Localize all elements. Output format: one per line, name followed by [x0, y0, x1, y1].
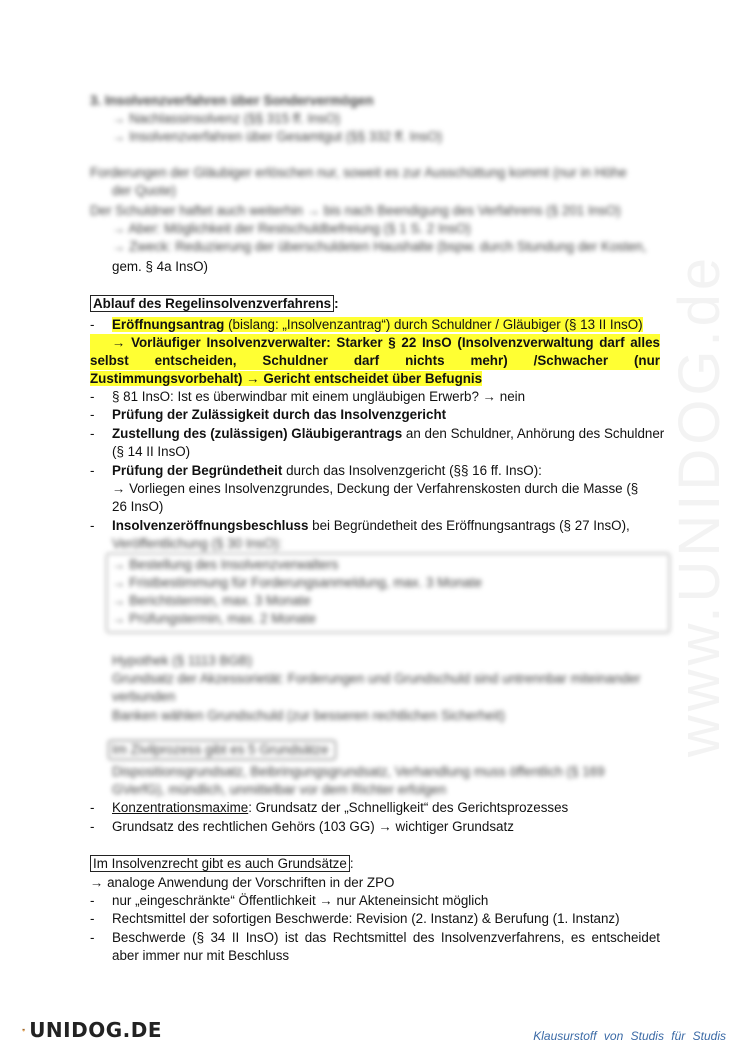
bullet-dash: - — [90, 518, 95, 533]
blurred-line: → Nachlassinsolvenz (§§ 315 ff. InsO) — [112, 111, 341, 126]
insolvenz-heading — [90, 855, 660, 873]
vorlaeufiger-verwalter-line: Zustimmungsvorbehalt) → Gericht entscheidet über Befugnis — [90, 371, 483, 386]
dog-icon — [22, 1013, 25, 1047]
vorlaeufiger-verwalter-line: selbst entscheiden, Schuldner darf nichts mehr) /Schwacher (nur — [90, 353, 660, 368]
ablauf-heading-text: Ablauf des Regelinsolvenzverfahrens — [90, 295, 334, 312]
list-item-beschwerde: Beschwerde (§ 34 II InsO) ist das Rechtsmittel des Insolvenzverfahrens, es entscheidet — [112, 930, 660, 945]
bullet-dash: - — [90, 800, 95, 815]
blurred-line: Banken wählen Grundschuld (zur besseren rechtlichen Sicherheit) — [112, 708, 506, 723]
bullet-dash: - — [90, 893, 95, 908]
blurred-line: → Insolvenzverfahren über Gesamtgut (§§ 332 ff. InsO) — [112, 129, 443, 144]
watermark: www.UNIDOG.de — [667, 253, 733, 757]
list-item-eroeffnungsantrag — [112, 316, 660, 334]
list-item-zustellung — [112, 425, 665, 443]
begruendetheit-line-3: 26 InsO) — [112, 499, 164, 514]
insolvenz-heading-text: Im Insolvenzrecht gibt es auch Grundsätze — [90, 855, 350, 872]
vorlaeufiger-verwalter-line: → Vorläufiger Insolvenzverwalter: Starker § 22 InsO (Insolvenzverwaltung darf alles — [90, 334, 660, 352]
bullet-dash: - — [90, 819, 95, 834]
bullet-dash: - — [90, 911, 95, 926]
bullet-dash: - — [90, 317, 95, 332]
begruendetheit-line-2: → Vorliegen eines Insolvenzgrundes, Deckung der Verfahrenskosten durch die Masse (§ — [112, 481, 639, 496]
top-tail-line: gem. § 4a InsO) — [112, 259, 209, 274]
ablauf-heading-colon: : — [334, 296, 339, 311]
blurred-line: Im Zivilprozess gibt es 5 Grundsätze — [112, 742, 329, 757]
logo-text: UNIDOG.DE — [29, 1018, 162, 1042]
list-item-rechtsmittel: Rechtsmittel der sofortigen Beschwerde: Revision (2. Instanz) & Berufung (1. Instanz) — [112, 911, 620, 926]
zustellung-label: Zustellung des (zulässigen) Gläubigerantrags — [112, 426, 403, 441]
begruendetheit-text: durch das Insolvenzgericht (§§ 16 ff. InsO): — [282, 463, 542, 478]
list-item-81-inso: § 81 InsO: Ist es überwindbar mit einem ungläubigen Erwerb? → nein — [112, 389, 526, 404]
bullet-dash: - — [90, 463, 95, 478]
unidog-logo — [22, 1010, 162, 1050]
zustellung-text: an den Schuldner, Anhörung des Schuldner — [402, 426, 665, 441]
blurred-line: der Quote) — [112, 183, 177, 198]
blurred-line: verbunden — [112, 689, 176, 704]
eroeffnungsantrag-text: (bislang: „Insolvenzantrag“) durch Schuldner / Gläubiger (§ 13 II InsO) — [224, 317, 643, 332]
konzentrationsmaxime-text: : Grundsatz der „Schnelligkeit“ des Gerichtsprozesses — [248, 800, 569, 815]
list-item-rechtliches-gehoer: Grundsatz des rechtlichen Gehörs (103 GG) → wichtiger Grundsatz — [112, 819, 514, 834]
footer-slogan: Klausurstoff von Studis für Studis — [533, 1029, 726, 1043]
list-item-begruendetheit — [112, 462, 660, 480]
ablauf-heading — [90, 295, 660, 313]
bullet-dash: - — [90, 389, 95, 404]
blurred-line: → Zweck: Reduzierung der überschuldeten Haushalte (bspw. durch Stundung der Kosten, — [112, 239, 647, 254]
blurred-line: → Prüfungstermin, max. 2 Monate — [112, 611, 316, 626]
blurred-line: → Fristbestimmung für Forderungsanmeldung, max. 3 Monate — [112, 575, 482, 590]
blurred-line: Der Schuldner haftet auch weiterhin → bis nach Beendigung des Verfahrens (§ 201 InsO) — [90, 203, 621, 218]
eroeffnungsbeschluss-label: Insolvenzeröffnungsbeschluss — [112, 518, 309, 533]
blurred-line: → Berichtstermin, max. 3 Monate — [112, 593, 311, 608]
bullet-dash: - — [90, 407, 95, 422]
blurred-line: Grundsatz der Akzessorietät: Forderungen und Grundschuld sind untrennbar miteinander — [112, 671, 641, 686]
blurred-line: Dispositionsgrundsatz, Beibringungsgrundsatz, Verhandlung muss öffentlich (§ 169 — [112, 764, 605, 779]
list-item-oeffentlichkeit: nur „eingeschränkte“ Öffentlichkeit → nur Akteneinsicht möglich — [112, 893, 489, 908]
konzentrationsmaxime-label: Konzentrationsmaxime — [112, 800, 249, 815]
bullet-dash: - — [90, 426, 95, 441]
blurred-line: → Aber: Möglichkeit der Restschuldbefreiung (§ 1 S. 2 InsO) — [112, 221, 471, 236]
list-item-beschwerde-line-2: aber immer nur mit Beschluss — [112, 948, 290, 963]
list-item-konzentrationsmaxime — [112, 799, 660, 817]
blurred-line: Veröffentlichung (§ 30 InsO): — [112, 536, 283, 551]
blurred-line: Forderungen der Gläubiger erlöschen nur, soweit es zur Ausschüttung kommt (nur in Höhe — [90, 165, 627, 180]
list-item-zulaessigkeit: Prüfung der Zulässigkeit durch das Insolvenzgericht — [112, 407, 447, 422]
insolvenz-line: → analoge Anwendung der Vorschriften in der ZPO — [90, 875, 395, 890]
bullet-dash: - — [90, 930, 95, 945]
blurred-line: GVerfG), mündlich, unmittelbar vor dem Richter erfolgen — [112, 782, 447, 797]
eroeffnungsbeschluss-text: bei Begründetheit des Eröffnungsantrags (§ 27 InsO), — [308, 518, 630, 533]
zustellung-line-2: (§ 14 II InsO) — [112, 444, 191, 459]
insolvenz-heading-colon: : — [349, 856, 354, 871]
blurred-line: Hypothek (§ 1113 BGB) — [112, 653, 253, 668]
blurred-heading: 3. Insolvenzverfahren über Sondervermögen — [90, 93, 374, 108]
begruendetheit-label: Prüfung der Begründetheit — [112, 463, 283, 478]
eroeffnungsantrag-label: Eröffnungsantrag — [112, 317, 225, 332]
list-item-eroeffnungsbeschluss — [112, 517, 660, 535]
blurred-line: → Bestellung des Insolvenzverwalters — [112, 557, 339, 572]
